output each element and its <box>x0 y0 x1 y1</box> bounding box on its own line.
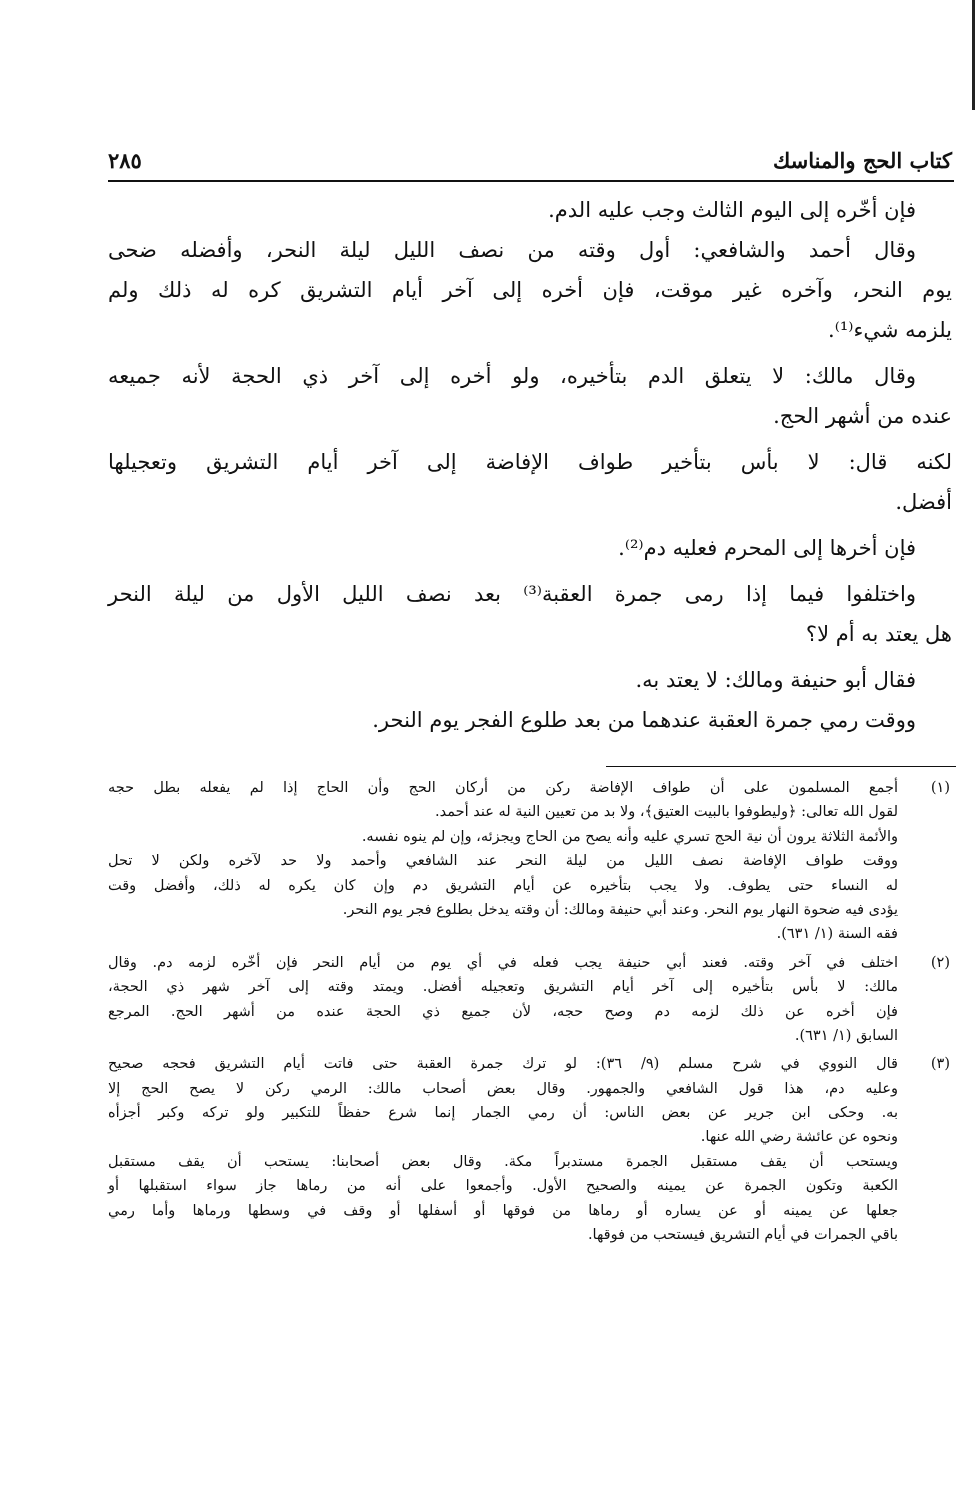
footnote-line: اختلف في آخر وقته. فعند أبي حنيفة يجب فعله في أي يوم من أيام النحر فإن أخّره لزمه دم. وقال <box>108 954 898 971</box>
footnote-line: لقول الله تعالى: ﴿وليطوفوا بالبيت العتيق﴾، ولا بد من تعيين النية له عند أحمد. <box>435 804 898 821</box>
footnote-line: ونحوه عن عائشة رضي الله عنها. <box>700 1129 898 1146</box>
text-line: ووقت رمي جمرة العقبة عندهما من بعد طلوع الفجر يوم النحر. <box>372 708 916 732</box>
footnote-rule <box>606 766 956 767</box>
footnote-line: ويستحب أن يقف مستقبل الجمرة مستدبراً مكة. وقال بعض أصحابنا: يستحب أن يقف مستقبل <box>108 1153 898 1170</box>
text-line: هل يعتد به أم لا؟ <box>805 622 952 646</box>
page-number: ٢٨٥ <box>108 148 142 173</box>
footnote-line: أجمع المسلمون على أن طواف الإفاضة ركن من أركان الحج وأن الحاج إذا لم يفعله بطل حجه <box>108 780 898 796</box>
text-line: أفضل. <box>895 490 952 514</box>
text-line: يلزمه شيء⁽¹⁾. <box>828 318 952 342</box>
text-line: فإن أخرها إلى المحرم فعليه دم⁽²⁾. <box>618 536 916 560</box>
footnote-line: جعلها عن يمينه أو عن يساره أو رماها من فوقها أو أسفلها أو وقف في وسطها ورماها وأما رمي <box>108 1202 898 1219</box>
main-text <box>108 190 952 740</box>
text-line: فإن أخّره إلى اليوم الثالث وجب عليه الدم. <box>548 198 916 222</box>
footnote-line: وعليه دم، هذا قول الشافعي والجمهور. وقال بعض أصحاب مالك: الرمي ركن لا يصح الحج إلا <box>108 1080 898 1097</box>
page-edge-mark <box>972 0 975 110</box>
footnote-number: (١) <box>930 780 950 796</box>
footnote-line: والأئمة الثلاثة يرون أن نية الحج تسري عليه وأنه يصح من الحاج ويجزئه، وإن لم ينوه نفسه. <box>361 828 898 845</box>
book-title: كتاب الحج والمناسك <box>772 148 952 173</box>
footnote-line: يؤدى فيه ضحوة النهار يوم النحر. وعند أبي حنيفة ومالك: أن وقته يدخل بطلوع فجر يوم النحر. <box>342 901 898 918</box>
text-line: فقال أبو حنيفة ومالك: لا يعتد به. <box>635 668 916 692</box>
footnote-line: السابق (١/ ٦٣١). <box>794 1027 898 1044</box>
text-line: وقال أحمد والشافعي: أول وقته من نصف الليل ليلة النحر، وأفضله ضحى <box>108 238 916 262</box>
text-line: لكنه قال: لا بأس بتأخير طواف الإفاضة إلى آخر أيام التشريق وتعجيلها <box>108 450 952 474</box>
footnote-line: فقه السنة (١/ ٦٣١). <box>776 926 898 943</box>
footnote-line: فإن أخره عن ذلك لزمه دم وصح حجه، لأن جميع ذي الحجة عنده من أشهر الحج. المرجع <box>108 1003 898 1020</box>
footnote-line: به. وحكى ابن جرير عن بعض الناس: أن رمي الجمار إنما شرع حفظاً للتكبير ولو تركه وكبر أجزأه <box>108 1105 898 1122</box>
header-rule <box>108 180 954 182</box>
text-line: عنده من أشهر الحج. <box>773 404 952 428</box>
running-header <box>108 148 952 176</box>
footnote-line: مالك: لا بأس بتأخيره إلى آخر أيام التشريق وتعجيله أفضل. ويمتد وقته إلى آخر شهر ذي الحجة، <box>108 979 898 996</box>
text-line: وقال مالك: لا يتعلق الدم بتأخيره، ولو أخره إلى آخر ذي الحجة لأنه جميعه <box>108 364 916 388</box>
text-line: يوم النحر، وآخره غير موقت، فإن أخره إلى آخر أيام التشريق كره له ذلك ولم <box>108 278 952 302</box>
footnote-number: (٢) <box>930 954 950 971</box>
footnote <box>108 1052 954 1247</box>
footnotes <box>108 776 954 1251</box>
footnote-line: قال النووي في شرح مسلم (٩/ ٣٦): لو ترك جمرة العقبة حتى فاتت أيام التشريق فحجه صحيح <box>108 1056 898 1073</box>
footnote-line: ووقت طواف الإفاضة نصف الليل من ليلة النحر عند الشافعي وأحمد ولا حد لآخره ولكن لا تحل <box>108 853 898 870</box>
footnote <box>108 776 954 947</box>
text-line: واختلفوا فيما إذا رمى جمرة العقبة⁽³⁾ بعد نصف الليل الأول من ليلة النحر <box>108 582 916 606</box>
footnote <box>108 951 954 1049</box>
footnote-line: باقي الجمرات في أيام التشريق فيستحب من فوقها. <box>587 1227 898 1244</box>
footnote-line: له النساء حتى يطوف. ولا يجب بتأخيره عن أيام التشريق دم وإن كان يكره له ذلك، وأفضل وقت <box>108 877 898 894</box>
footnote-number: (٣) <box>930 1056 950 1073</box>
footnote-line: الكعبة وتكون الجمرة عن يمينه والصحيح الأول. وأجمعوا على أنه من رماها جاز سواء استقبلها أو <box>108 1178 898 1195</box>
